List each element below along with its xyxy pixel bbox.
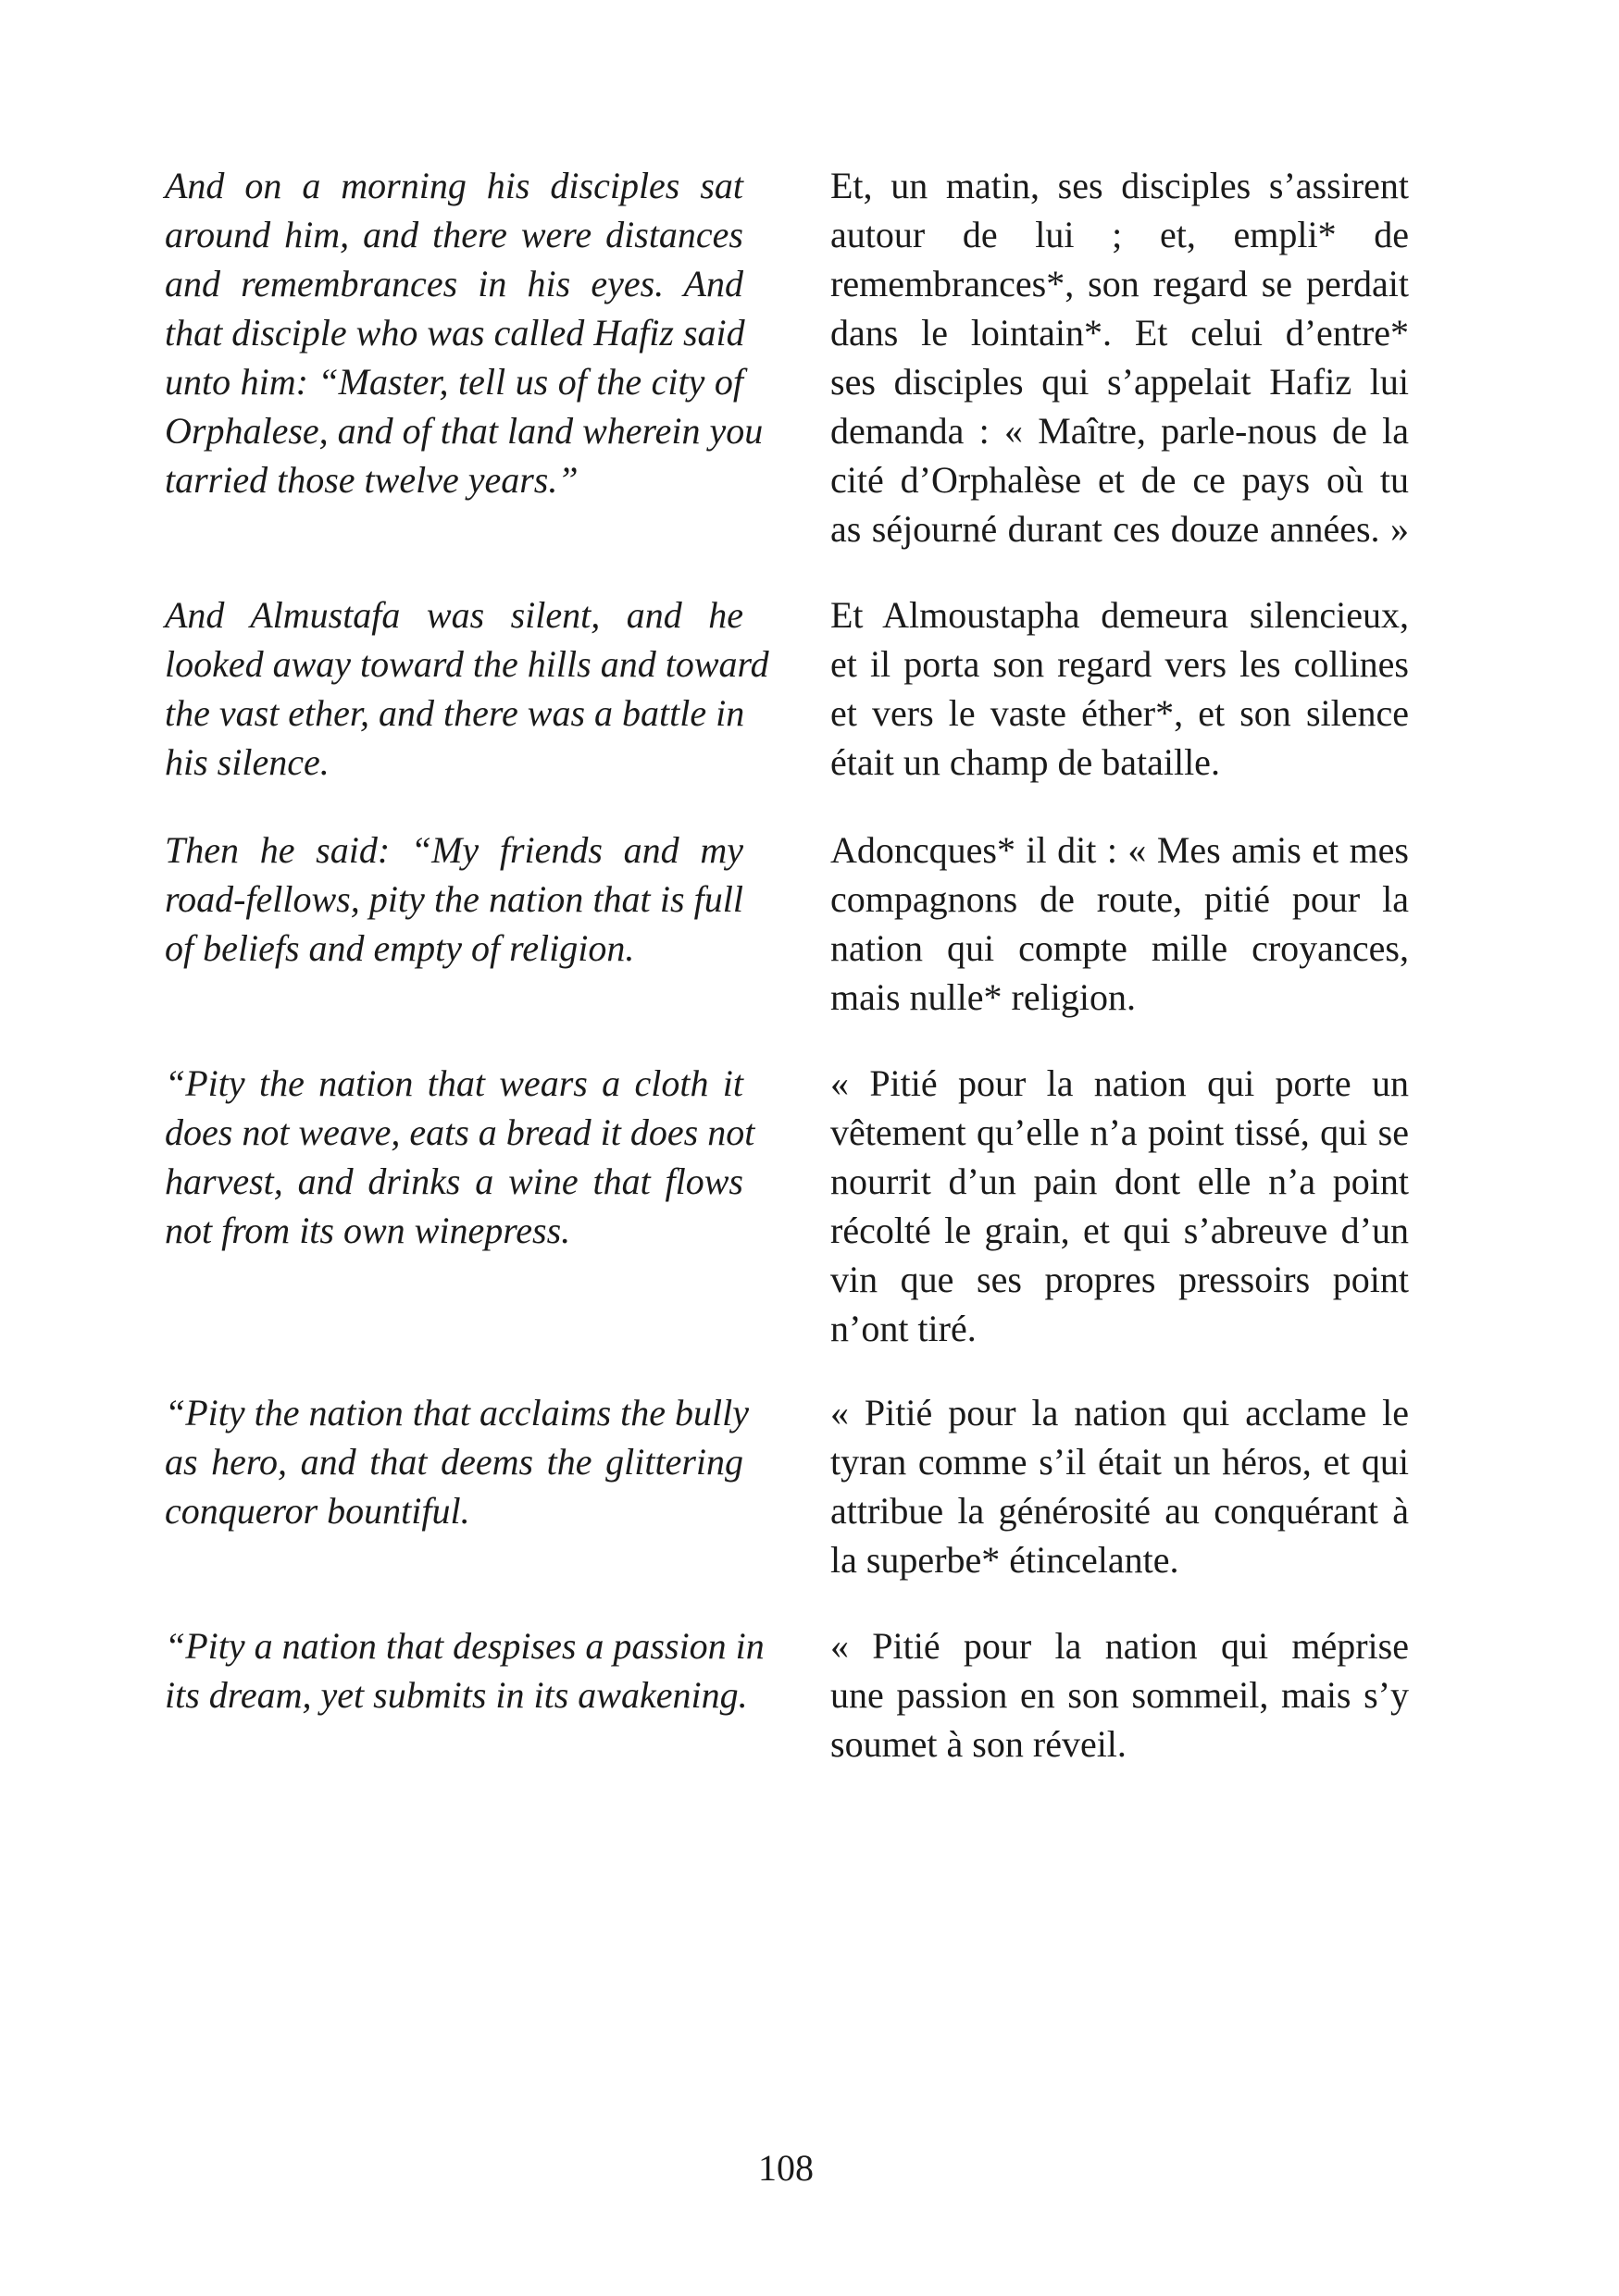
english-line: his silence. xyxy=(165,741,330,783)
french-line: mais nulle* religion. xyxy=(830,976,1136,1018)
english-paragraph-6 xyxy=(165,1621,765,1719)
english-line: does not weave, eats a bread it does not xyxy=(165,1111,755,1153)
french-paragraph-2 xyxy=(830,590,1409,787)
english-line: And Almustafa was silent, and he xyxy=(165,594,743,636)
english-line: harvest, and drinks a wine that flows xyxy=(165,1160,743,1202)
english-line: conqueror bountiful. xyxy=(165,1490,470,1532)
english-paragraph-3 xyxy=(165,825,743,973)
english-line: road-fellows, pity the nation that is full xyxy=(165,878,743,920)
french-paragraph-1 xyxy=(830,161,1409,553)
french-line: attribue la générosité au conquérant à xyxy=(830,1490,1409,1532)
french-paragraph-6 xyxy=(830,1621,1409,1769)
english-line: “Pity the nation that acclaims the bully xyxy=(165,1392,750,1433)
french-line: Et Almoustapha demeura silencieux, xyxy=(830,594,1409,636)
english-line: looked away toward the hills and toward xyxy=(165,643,769,685)
french-line: « Pitié pour la nation qui méprise xyxy=(830,1625,1409,1667)
french-line: nation qui compte mille croyances, xyxy=(830,927,1409,969)
french-line: « Pitié pour la nation qui porte un xyxy=(830,1062,1409,1104)
english-paragraph-4 xyxy=(165,1059,755,1255)
french-line: cité d’Orphalèse et de ce pays où tu xyxy=(830,459,1409,501)
french-line: et il porta son regard vers les collines xyxy=(830,643,1409,685)
english-line: that disciple who was called Hafiz said xyxy=(165,312,745,354)
french-paragraph-3 xyxy=(830,825,1409,1022)
french-paragraph-5 xyxy=(830,1388,1409,1584)
french-line: était un champ de bataille. xyxy=(830,741,1220,783)
french-line: nourrit d’un pain dont elle n’a point xyxy=(830,1160,1409,1202)
french-line: Adoncques* il dit : « Mes amis et mes xyxy=(830,829,1409,871)
english-line: unto him: “Master, tell us of the city of xyxy=(165,361,743,403)
french-paragraph-4 xyxy=(830,1059,1409,1353)
french-line: tyran comme s’il était un héros, et qui xyxy=(830,1441,1409,1483)
french-line: remembrances*, son regard se perdait xyxy=(830,263,1409,304)
french-line: « Pitié pour la nation qui acclame le xyxy=(830,1392,1409,1433)
french-line: et vers le vaste éther*, et son silence xyxy=(830,692,1409,734)
french-line: dans le lointain*. Et celui d’entre* xyxy=(830,312,1409,354)
french-line: vêtement qu’elle n’a point tissé, qui se xyxy=(830,1111,1409,1153)
french-line: la superbe* étincelante. xyxy=(830,1539,1179,1581)
english-line: and remembrances in his eyes. And xyxy=(165,263,743,304)
english-line: its dream, yet submits in its awakening. xyxy=(165,1674,748,1716)
french-line: compagnons de route, pitié pour la xyxy=(830,878,1409,920)
english-paragraph-1 xyxy=(165,161,764,504)
english-line: “Pity the nation that wears a cloth it xyxy=(165,1062,743,1104)
english-line: not from its own winepress. xyxy=(165,1210,571,1251)
english-line: “Pity a nation that despises a passion in xyxy=(165,1625,765,1667)
french-line: soumet à son réveil. xyxy=(830,1723,1127,1765)
french-line: récolté le grain, et qui s’abreuve d’un xyxy=(830,1210,1409,1251)
english-paragraph-2 xyxy=(165,590,769,787)
english-line: of beliefs and empty of religion. xyxy=(165,927,635,969)
page-number: 108 xyxy=(758,2147,814,2189)
french-line: n’ont tiré. xyxy=(830,1308,977,1349)
english-line: around him, and there were distances xyxy=(165,214,743,255)
english-line: And on a morning his disciples sat xyxy=(165,165,743,206)
english-line: as hero, and that deems the glittering xyxy=(165,1441,743,1483)
french-line: Et, un matin, ses disciples s’assirent xyxy=(830,165,1409,206)
english-line: the vast ether, and there was a battle in xyxy=(165,692,745,734)
french-line: une passion en son sommeil, mais s’y xyxy=(830,1674,1409,1716)
english-paragraph-5 xyxy=(165,1388,750,1535)
french-line: autour de lui ; et, empli* de xyxy=(830,214,1409,255)
english-line: Then he said: “My friends and my xyxy=(165,829,743,871)
french-line: demanda : « Maître, parle-nous de la xyxy=(830,410,1409,452)
french-line: as séjourné durant ces douze années. » xyxy=(830,508,1409,550)
french-line: ses disciples qui s’appelait Hafiz lui xyxy=(830,361,1409,403)
english-line: Orphalese, and of that land wherein you xyxy=(165,410,764,452)
french-line: vin que ses propres pressoirs point xyxy=(830,1259,1409,1300)
english-line: tarried those twelve years.” xyxy=(165,459,579,501)
